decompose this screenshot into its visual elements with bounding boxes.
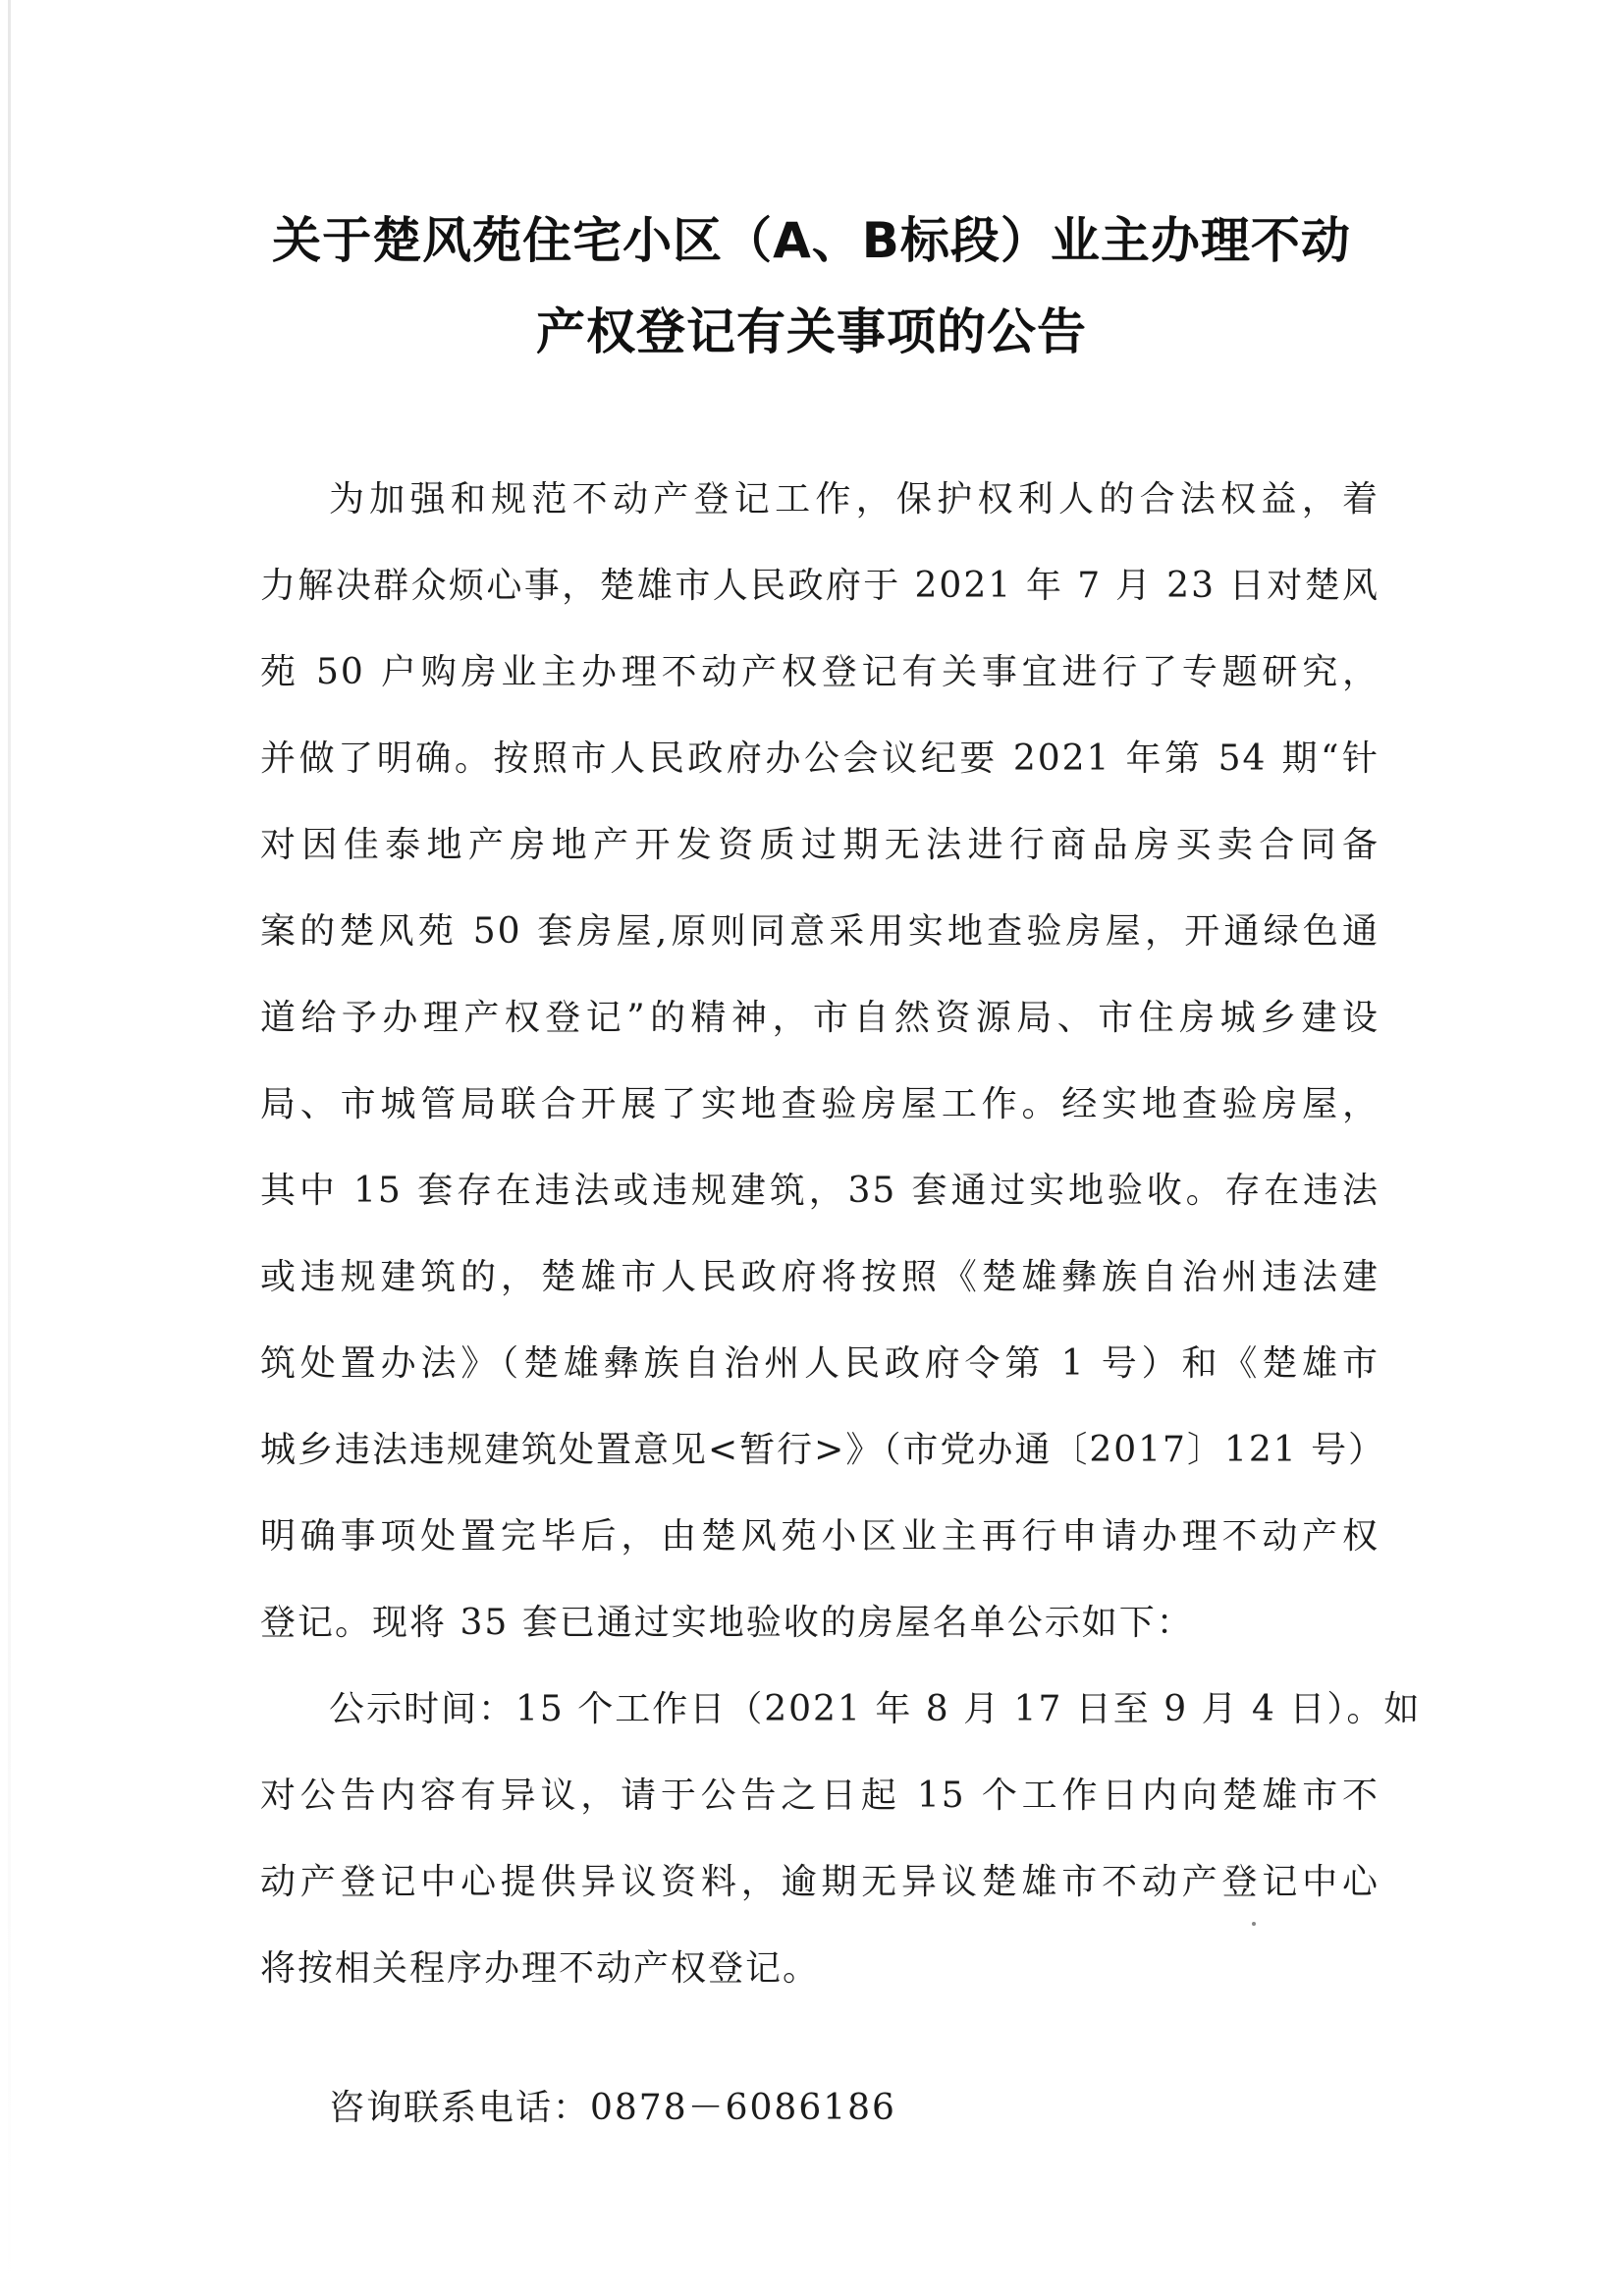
title-line-1: 关于楚风苑住宅小区（A、B标段）业主办理不动: [272, 212, 1351, 269]
body-line: 筑处置办法》（楚雄彝族自治州人民政府令第 1 号）和《楚雄市: [260, 1343, 1380, 1384]
body-line: 明确事项处置完毕后，由楚风苑小区业主再行申请办理不动产权: [260, 1516, 1380, 1557]
body-line: 将按相关程序办理不动产权登记。: [260, 1948, 821, 1989]
body-line: 登记。现将 35 套已通过实地验收的房屋名单公示如下：: [260, 1603, 1194, 1643]
body-line: 并做了明确。按照市人民政府办公会议纪要 2021 年第 54 期“针: [260, 738, 1380, 779]
body-line: 城乡违法违规建筑处置意见<暂行>》（市党办通〔2017〕121 号）: [260, 1430, 1386, 1470]
body-line: 为加强和规范不动产登记工作，保护权利人的合法权益，着: [329, 479, 1380, 519]
body-line: 对公告内容有异议，请于公告之日起 15 个工作日内向楚雄市不: [260, 1776, 1380, 1816]
body-line: 或违规建筑的，楚雄市人民政府将按照《楚雄彝族自治州违法建: [260, 1257, 1380, 1297]
body-line: 道给予办理产权登记”的精神，市自然资源局、市住房城乡建设: [260, 998, 1380, 1038]
body-line: 苑 50 户购房业主办理不动产权登记有关事宜进行了专题研究，: [260, 652, 1380, 692]
body-line: 局、市城管局联合开展了实地查验房屋工作。经实地查验房屋，: [260, 1084, 1380, 1124]
body-line: 对因佳泰地产房地产开发资质过期无法进行商品房买卖合同备: [260, 825, 1380, 865]
body-line: 公示时间：15 个工作日（2021 年 8 月 17 日至 9 月 4 日）。如: [329, 1689, 1422, 1729]
scan-speck: [1252, 1922, 1256, 1926]
contact-phone-line: 咨询联系电话：0878－6086186: [329, 2088, 896, 2128]
body-line: 案的楚风苑 50 套房屋,原则同意采用实地查验房屋，开通绿色通: [260, 911, 1380, 952]
body-line: 力解决群众烦心事，楚雄市人民政府于 2021 年 7 月 23 日对楚风: [260, 566, 1380, 606]
title-line-2: 产权登记有关事项的公告: [536, 303, 1087, 360]
body-line: 其中 15 套存在违法或违规建筑，35 套通过实地验收。存在违法: [260, 1171, 1380, 1211]
body-line: 动产登记中心提供异议资料，逾期无异议楚雄市不动产登记中心: [260, 1862, 1380, 1902]
